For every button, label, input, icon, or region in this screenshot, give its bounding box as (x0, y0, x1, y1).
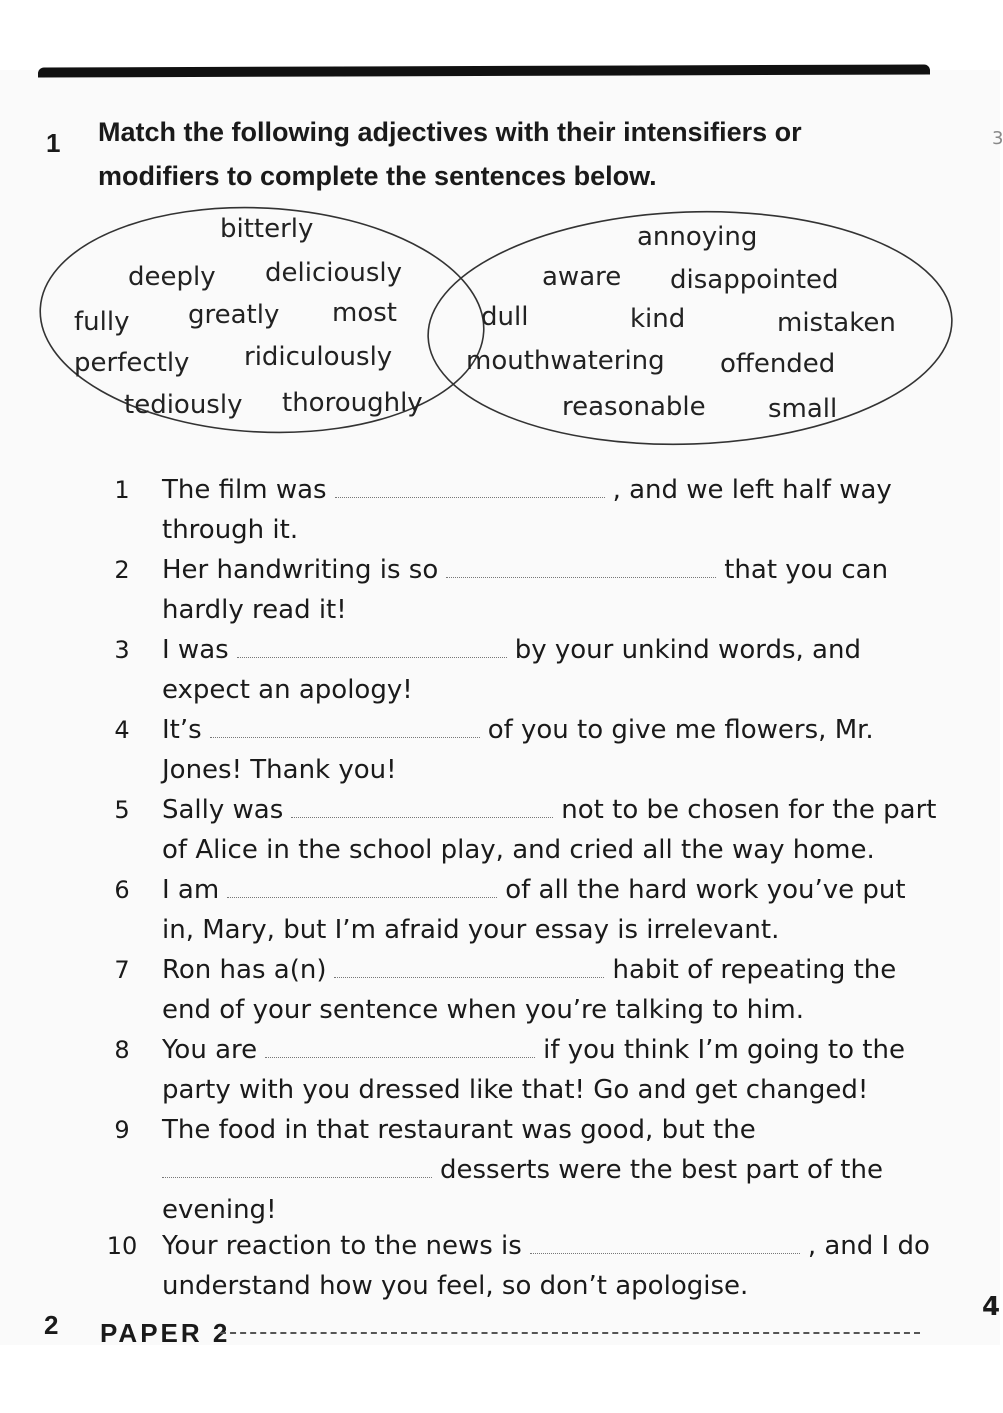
intensifier-word: ridiculously (244, 342, 393, 372)
edge-mark-top: 3 (992, 128, 1003, 149)
sentence-text: The food in that restaurant was good, but the desserts were the best part of the evening! (162, 1115, 883, 1225)
answer-blank[interactable] (210, 735, 480, 738)
answer-blank[interactable] (446, 575, 716, 578)
answer-blank[interactable] (162, 1175, 432, 1178)
sentence-text: I am of all the hard work you’ve put in, Mary, but I’m afraid your essay is irrelevant. (162, 875, 906, 945)
answer-blank[interactable] (291, 815, 553, 818)
footer-rule (220, 1332, 920, 1334)
sentence-text: I was by your unkind words, and expect an apology! (162, 635, 861, 705)
intensifier-word: thoroughly (282, 388, 423, 418)
intensifier-word: fully (74, 307, 130, 337)
sentence-text: The film was , and we left half way through it. (162, 475, 892, 545)
sentence-number: 9 (114, 1116, 130, 1144)
instruction-line-1: Match the following adjectives with their intensifiers or (98, 117, 802, 147)
instruction-line-2: modifiers to complete the sentences below. (98, 161, 657, 191)
next-section-title: PAPER 2 (100, 1318, 231, 1348)
answer-blank[interactable] (237, 655, 507, 658)
adjective-word: mouthwatering (466, 346, 665, 376)
adjective-word: dull (481, 302, 529, 332)
answer-blank[interactable] (227, 895, 497, 898)
sentence-text: Your reaction to the news is , and I do understand how you feel, so don’t apologise. (162, 1231, 930, 1301)
sentence-number: 8 (114, 1036, 130, 1064)
sentence-text: Ron has a(n) habit of repeating the end of your sentence when you’re talking to him. (162, 955, 897, 1025)
adjective-word: aware (542, 262, 622, 292)
sentence-number: 6 (114, 876, 130, 904)
sentence-number: 10 (106, 1232, 138, 1260)
sentence-text: It’s of you to give me flowers, Mr. Jones! Thank you! (162, 715, 874, 785)
sentence-number: 3 (114, 636, 130, 664)
intensifier-word: most (332, 298, 397, 328)
adjective-word: small (768, 394, 838, 424)
adjective-word: mistaken (777, 308, 896, 338)
sentence-text: Her handwriting is so that you can hardly read it! (162, 555, 889, 625)
adjective-word: kind (630, 304, 686, 334)
sentence-number: 4 (114, 716, 130, 744)
intensifier-word: tediously (124, 390, 243, 420)
answer-blank[interactable] (335, 495, 605, 498)
intensifier-word: perfectly (74, 348, 190, 378)
edge-page-mark: 4 (982, 1292, 1001, 1322)
intensifier-word: greatly (188, 300, 280, 330)
answer-blank[interactable] (530, 1251, 800, 1254)
sentence-number: 5 (114, 796, 130, 824)
answer-blank[interactable] (334, 975, 604, 978)
intensifier-word: deeply (128, 262, 216, 292)
adjective-word: reasonable (562, 392, 706, 422)
adjective-word: annoying (637, 222, 758, 252)
answer-blank[interactable] (265, 1055, 535, 1058)
exercise-number: 1 (46, 128, 61, 158)
sentence-number: 7 (114, 956, 130, 984)
sentence-number: 1 (114, 476, 130, 504)
sentence-text: Sally was not to be chosen for the part of Alice in the school play, and cried all the way home. (162, 795, 937, 865)
sentence-number: 2 (114, 556, 130, 584)
sentence-text: You are if you think I’m going to the party with you dressed like that! Go and get changed! (162, 1035, 905, 1105)
page-number: 2 (44, 1310, 59, 1340)
intensifier-word: deliciously (265, 258, 403, 288)
adjective-word: offended (720, 349, 836, 379)
intensifier-word: bitterly (220, 214, 314, 244)
adjective-word: disappointed (670, 265, 839, 295)
